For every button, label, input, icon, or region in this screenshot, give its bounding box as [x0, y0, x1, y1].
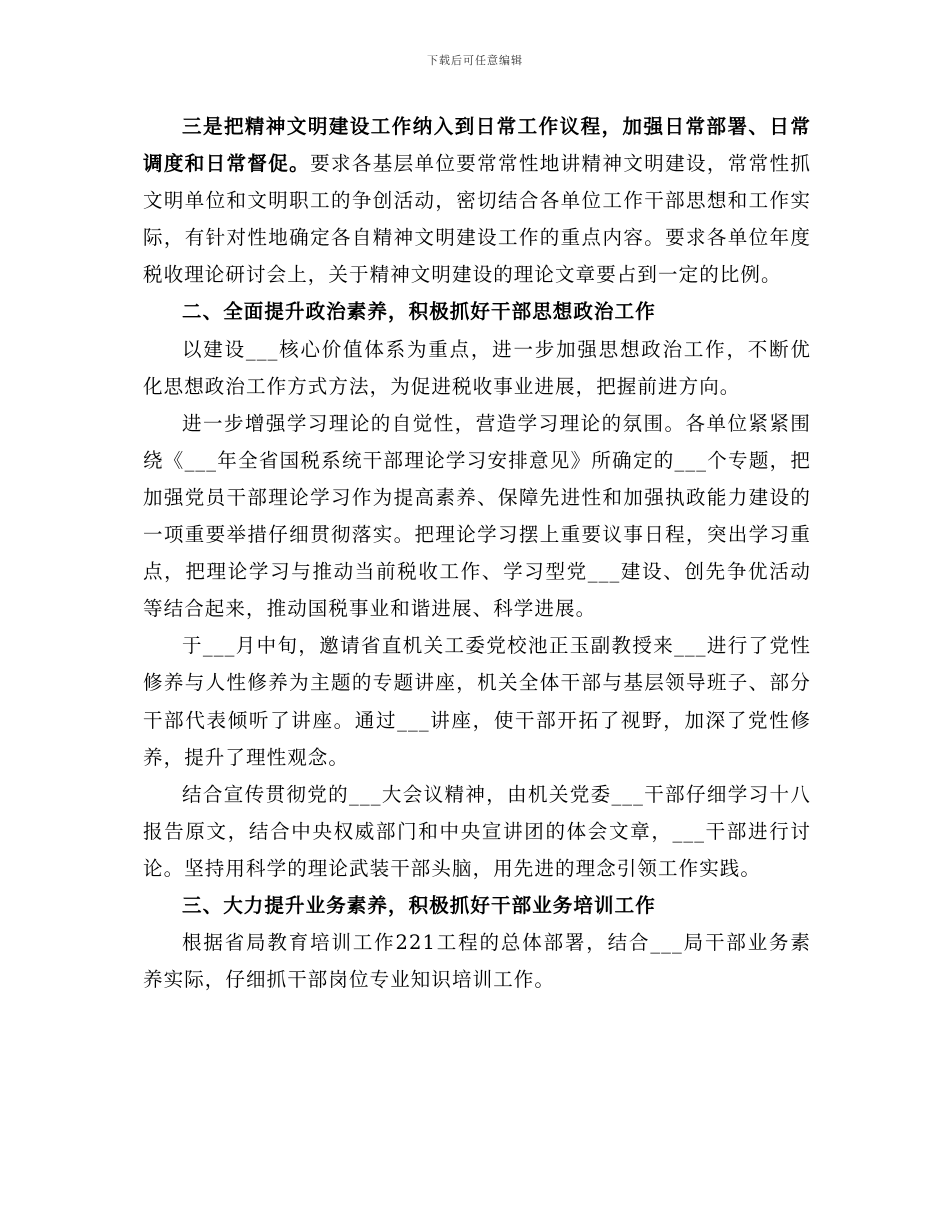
section-heading-political: 二、全面提升政治素养，积极抓好干部思想政治工作	[182, 300, 656, 324]
paragraph-training: 根据省局教育培训工作221工程的总体部署，结合___局干部业务素养实际，仔细抓干部岗位专业知识培训工作。	[143, 931, 811, 992]
paragraph-lecture: 于___月中旬，邀请省直机关工委党校池正玉副教授来___进行了党性修养与人性修养为主题的专题讲座，机关全体干部与基层领导班子、部分干部代表倾听了讲座。通过___讲座，使干部开拓了视野，加深了党性修养，提升了理性观念。	[143, 634, 811, 769]
paragraph-congress-spirit: 结合宣传贯彻党的___大会议精神，由机关党委___干部仔细学习十八报告原文，结合中央权威部门和中央宣讲团的体会文章，___干部进行讨论。坚持用科学的理论武装干部头脑，用先进的理念引领工作实践。	[143, 782, 811, 880]
paragraph-discipline-agenda	[143, 108, 811, 293]
page-header-note: 下载后可任意编辑	[427, 54, 523, 67]
document-body	[143, 108, 811, 998]
paragraph-theory-study: 进一步增强学习理论的自觉性，营造学习理论的氛围。各单位紧紧围绕《___年全省国税系统干部理论学习安排意见》所确定的___个专题，把加强党员干部理论学习作为提高素养、保障先进性和加强执政能力建设的一项重要举措仔细贯彻落实。把理论学习摆上重要议事日程，突出学习重点，把理论学习与推动当前税收工作、学习型党___建设、创先争优活动等结合起来，推动国税事业和谐进展、科学进展。	[143, 411, 811, 621]
paragraph-core-values: 以建设___核心价值体系为重点，进一步加强思想政治工作，不断优化思想政治工作方式方法，为促进税收事业进展，把握前进方向。	[143, 337, 811, 398]
paragraph-lead-bold: 三是把精神文明建设工作纳入到日常工作议程，加强日常部署、日常调度和日常督促。	[143, 115, 811, 176]
paragraph-text: 要求各基层单位要常常性地讲精神文明建设，常常性抓文明单位和文明职工的争创活动，密切结合各单位工作干部思想和工作实际，有针对性地确定各自精神文明建设工作的重点内容。要求各单位年度税收理论研讨会上，关于精神文明建设的理论文章要占到一定的比例。	[143, 152, 811, 287]
section-heading-business: 三、大力提升业务素养，积极抓好干部业务培训工作	[182, 893, 656, 917]
